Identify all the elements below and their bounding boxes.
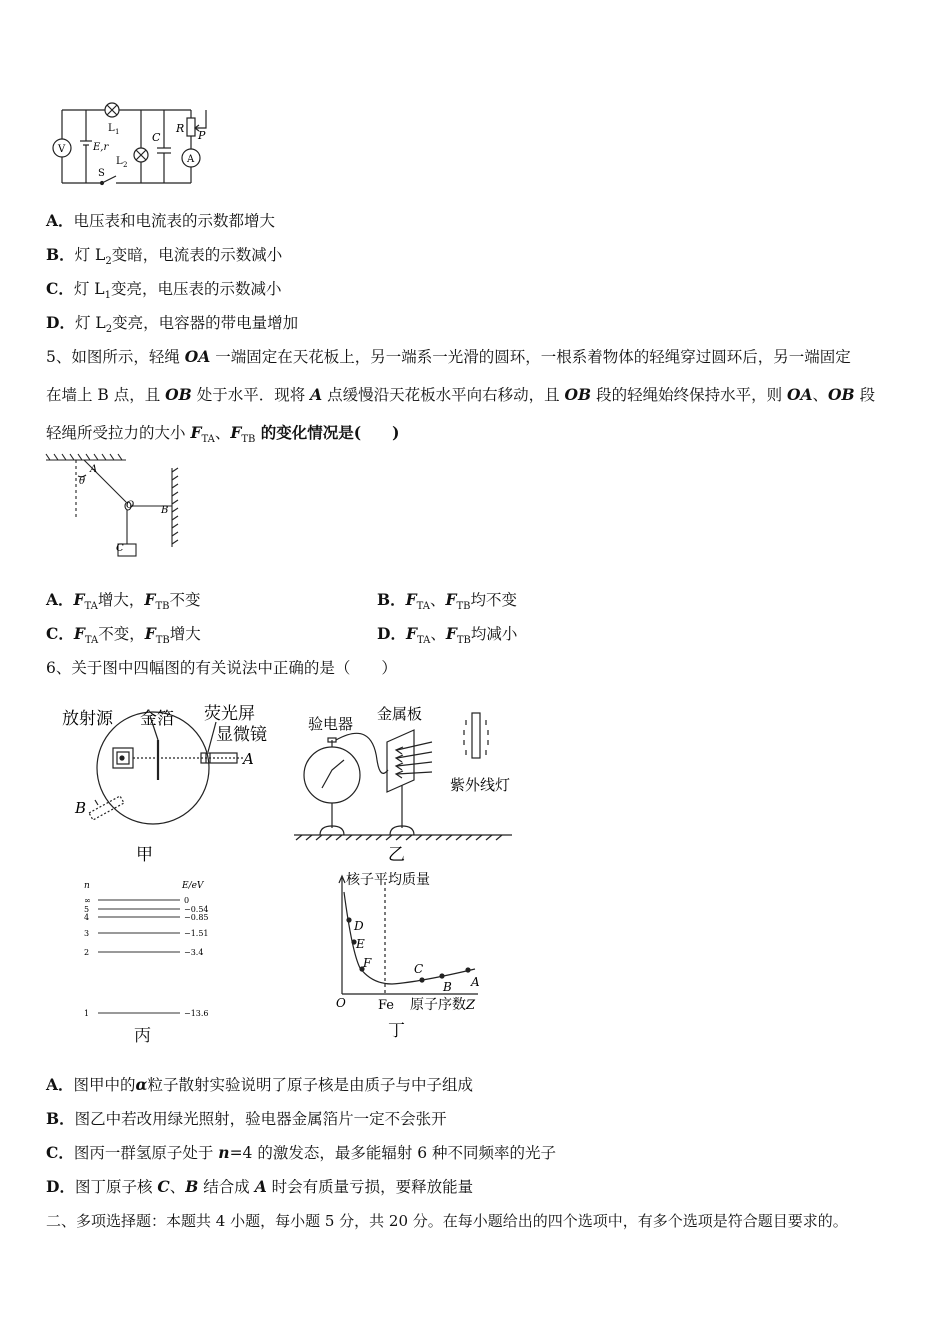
level-n-label: ∞ xyxy=(84,896,91,905)
theta-label: θ xyxy=(79,476,86,487)
level-energy-label: −0.54 xyxy=(184,905,209,914)
metal-plate-label: 金属板 xyxy=(377,705,423,723)
caption-bing: 丙 xyxy=(134,1026,151,1046)
q5-option-a[interactable]: A．$F_{TA}$增大，$F_{TB}$不变 xyxy=(46,590,201,613)
lamp2-label: L xyxy=(116,156,123,167)
voltmeter-label: V xyxy=(58,144,66,155)
level-n-label: 2 xyxy=(84,948,90,957)
svg-text:F: F xyxy=(363,956,372,970)
q4-option-b[interactable]: B．灯 $L_2$变暗，电流表的示数减小 xyxy=(46,245,283,268)
point-c-label: C xyxy=(116,543,124,554)
electroscope-label: 验电器 xyxy=(308,715,354,733)
screen-label: 荧光屏 xyxy=(204,704,255,724)
z-label: Z xyxy=(466,998,476,1013)
point-a-label: A xyxy=(90,464,98,475)
caption-jia: 甲 xyxy=(136,845,153,865)
energy-header: E/eV xyxy=(182,881,204,891)
q4-option-c[interactable]: C．灯 $L_1$变亮，电压表的示数减小 xyxy=(46,279,282,302)
pos-b-label: B xyxy=(75,799,87,817)
caption-ding: 丁 xyxy=(388,1021,405,1041)
level-energy-label: 0 xyxy=(184,896,190,905)
level-energy-label: −13.6 xyxy=(184,1009,209,1018)
section2-heading: 二、多项选择题：本题共 4 小题，每小题 5 分，共 20 分。在每小题给出的四个选项中，有多个选项是符合题目要求的。 xyxy=(46,1212,848,1230)
fe-label: Fe xyxy=(378,998,395,1013)
foil-label: 金箔 xyxy=(140,709,174,729)
switch-label: S xyxy=(98,168,105,179)
q4-option-a[interactable]: A．电压表和电流表的示数都增大 xyxy=(46,211,276,230)
microscope-label: 显微镜 xyxy=(216,725,267,745)
rope-ring-diagram xyxy=(44,452,184,572)
q5-stem-line1: 5、如图所示，轻绳 OA 一端固定在天花板上，另一端系一光滑的圆环，一根系着物体的轻绳穿过圆环后，另一端固定 xyxy=(46,347,851,366)
y-axis-label: 核子平均质量 xyxy=(346,872,430,888)
point-c xyxy=(419,977,424,982)
svg-text:C: C xyxy=(414,962,424,976)
level-n-label: 3 xyxy=(84,929,90,938)
svg-text:B: B xyxy=(443,980,452,994)
level-n-label: 1 xyxy=(84,1009,90,1018)
origin-label: O xyxy=(336,996,346,1010)
figure-jia-alpha-scattering xyxy=(58,700,278,870)
q5-option-c[interactable]: C．$F_{TA}$不变，$F_{TB}$增大 xyxy=(46,624,201,647)
point-b-label: B xyxy=(161,505,169,516)
q6-option-d[interactable]: D．图丁原子核 C、B 结合成 A 时会有质量亏损，要释放能量 xyxy=(46,1177,474,1196)
level-energy-label: −3.4 xyxy=(184,948,204,957)
emf-label: E,r xyxy=(93,142,109,153)
q5-option-b[interactable]: B．$F_{TA}$、$F_{TB}$均不变 xyxy=(377,590,518,613)
pos-a-label: A xyxy=(243,750,254,768)
n-header: n xyxy=(84,881,90,891)
level-energy-label: −0.85 xyxy=(184,913,209,922)
x-axis-label: 原子序数 xyxy=(410,997,466,1013)
uv-lamp-label: 紫外线灯 xyxy=(450,776,511,794)
point-b xyxy=(439,973,444,978)
ammeter-label: A xyxy=(187,154,195,165)
point-a xyxy=(465,967,470,972)
slider-label: P xyxy=(198,129,206,142)
q5-option-d[interactable]: D．$F_{TA}$、$F_{TB}$均减小 xyxy=(377,624,518,647)
point-d xyxy=(346,917,351,922)
capacitor-label: C xyxy=(152,131,161,144)
figure-bing-energy-levels xyxy=(80,877,250,1046)
lamp2-sub: 2 xyxy=(123,161,128,169)
svg-text:E: E xyxy=(356,937,365,951)
svg-text:D: D xyxy=(354,919,364,933)
lamp1-label: L xyxy=(108,123,115,134)
svg-text:A: A xyxy=(471,975,480,989)
figure-ding-nucleon-mass xyxy=(330,872,500,1042)
source-label: 放射源 xyxy=(62,709,113,729)
point-o-label: O xyxy=(126,500,135,511)
q6-stem: 6、关于图中四幅图的有关说法中正确的是（ ） xyxy=(46,659,397,677)
q6-option-b[interactable]: B．图乙中若改用绿光照射，验电器金属箔片一定不会张开 xyxy=(46,1109,447,1128)
q5-stem-line3: 轻绳所受拉力的大小 $F_{TA}$、$F_{TB}$ 的变化情况是( ) xyxy=(46,423,400,446)
level-n-label: 5 xyxy=(84,905,90,914)
q6-option-a[interactable]: A．图甲中的α粒子散射实验说明了原子核是由质子与中子组成 xyxy=(46,1075,473,1094)
circuit-diagram xyxy=(46,98,216,190)
level-n-label: 4 xyxy=(84,913,90,922)
q5-stem-line2: 在墙上 B 点，且 OB 处于水平．现将 A 点缓慢沿天花板水平向右移动，且 OB 段的轻绳始终保持水平，则 OA、OB 段 xyxy=(46,385,876,404)
level-energy-label: −1.51 xyxy=(184,929,209,938)
q6-option-c[interactable]: C．图丙一群氢原子处于 n=4 的激发态，最多能辐射 6 种不同频率的光子 xyxy=(46,1143,557,1162)
caption-yi: 乙 xyxy=(388,845,405,865)
lamp1-sub: 1 xyxy=(115,128,120,136)
q4-option-d[interactable]: D．灯 $L_2$变亮，电容器的带电量增加 xyxy=(46,313,299,336)
resistor-label: R xyxy=(176,122,185,135)
figure-yi-photoelectric xyxy=(292,700,532,870)
